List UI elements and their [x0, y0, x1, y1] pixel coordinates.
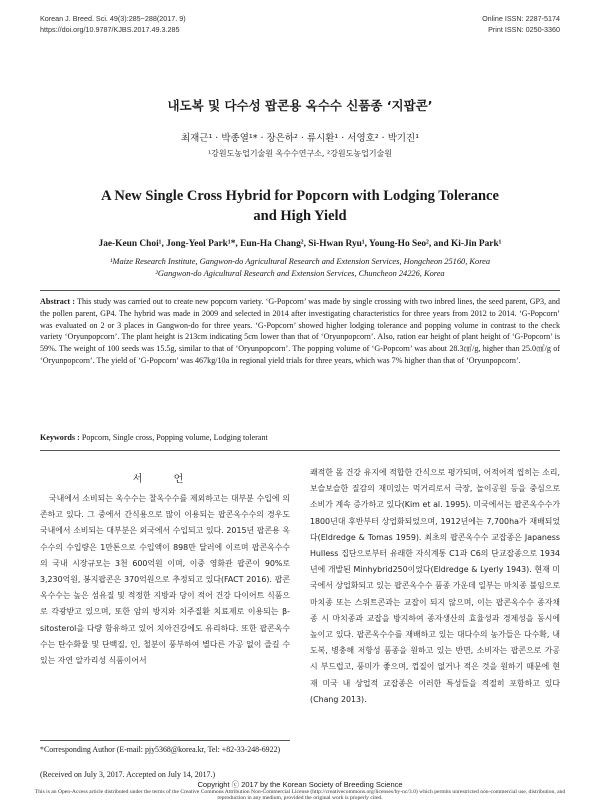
journal-header [40, 14, 186, 35]
corresponding-author-footnote: *Corresponding Author (E-mail: pjy5368@korea.kr, Tel: +82-33-248-6922) [40, 745, 281, 754]
license-notice: This is an Open-Access article distributed under the terms of the Creative Commons Attribution Non-Commercial License (http://creativecommons.org/licenses/by-nc/3.0) which permits unrestricted non-commercial use, distribution, and reproduction in any medium, provided the original work is properly cited. [34, 789, 566, 801]
keywords-label: Keywords : [40, 433, 80, 442]
print-issn: Print ISSN: 0250-3360 [488, 24, 560, 34]
body-column-right [310, 465, 560, 708]
online-issn: Online ISSN: 2287-5174 [482, 14, 560, 23]
body-paragraph: 쾌적한 몸 건강 유지에 적합한 간식으로 평가되며, 어적어적 씹히는 소리, 보슬보슬한 질감의 재미있는 먹거리로서 극장, 놀이공원 등을 중심으로 소비가 계속 증가하고 있다(Kim et al. 1995). 미국에서는 팝콘옥수수가 1800년대 후반부터 상업화되었으며, 1912년에는 7,700ha가 재배되었다(Eldredge & Tomas 1959). 최초의 팝콘옥수수 교잡종은 Japaness Hulless 집단으로부터 유래한 자식계통 C1과 C6의 단교잡종으로 1934년에 개발된 Minhybrid250이었다(Eldredge & Lyerly 1943). 현재 미국에서 상업화되고 있는 팝콘옥수수 품종 가운데 일부는 마치종 불임으로 마치종 또는 스위트콘과는 교잡이 되지 않으며, 이는 팝콘옥수수 종자채종 시 마치종과 교잡을 방지하여 종자생산의 효율성과 경제성을 동시에 높이고 있다. 팝콘옥수수를 재배하고 있는 대다수의 농가들은 다수확, 내도복, 병충해 저항성 품종을 원하고 있는 반면, 소비자는 팝콘으로 가공 시 부드럽고, 풍미가 좋으며, 껍질이 없거나 적은 것을 원하기 때문에 현재 미국 내 상업적 교잡종은 이러한 특성들을 적절히 포함하고 있다(Chang 2013). [310, 468, 560, 704]
issn-header [482, 14, 560, 35]
english-title-line1: A New Single Cross Hybrid for Popcorn with Lodging Tolerance [101, 188, 499, 204]
abstract [40, 296, 560, 367]
english-title-line2: and High Yield [253, 208, 347, 224]
received-date-footnote: (Received on July 3, 2017. Accepted on July 14, 2017.) [40, 770, 216, 779]
abstract-label: Abstract : [40, 297, 75, 306]
korean-title: 내도복 및 다수성 팝콘용 옥수수 신품종 ‘지팝콘’ [167, 98, 433, 113]
english-authors: Jae-Keun Choi¹, Jong-Yeol Park¹*, Eun-Ha Chang², Si-Hwan Ryu¹, Young-Ho Seo², and Ki-Jin Park¹ [98, 239, 502, 249]
keywords-text: Popcorn, Single cross, Popping volume, Lodging tolerant [81, 433, 268, 442]
section-heading-introduction: 서 언 [132, 474, 198, 485]
abstract-text: This study was carried out to create new popcorn variety. ‘G-Popcorn’ was made by single crossing with two inbred lines, the seed parent, GP3, and the pollen parent, GP4. The hybrid was made in 2009 and selected in 2014 after investigating characteristics for three years from 2012 to 2014. ‘G-Popcorn’ was evaluated on 2 or 3 places in Gangwon-do for three years. ‘G-Popcorn’ showed higher lodging tolerance and popping volume in contrast to the check variety ‘Oryunpopcorn’. The plant height is 213cm indicating 5cm lower than that of ‘Oryunpopcorn’. Also, ration ear height of plant height of ‘G-Popcorn’ is 59%. The weight of 100 seeds was 15.5g, similar to that of ‘Oryunpopcorn’. The popping volume of ‘G-Popcorn’ was about 28.3㎤/g, higher than 25.0㎤/g of ‘Oryunpopcorn’. The yield of ‘G-Popcorn’ was 467kg/10a in regional yield trials for three years, which was 7% higher than that of ‘Oryunpopcorn’. [40, 297, 560, 365]
korean-authors: 최재근¹ · 박종열¹* · 장은하² · 류시환¹ · 서영호² · 박기진¹ [180, 133, 420, 144]
keywords-bottom-rule [40, 450, 560, 451]
abstract-top-rule [40, 290, 560, 291]
body-paragraph: 국내에서 소비되는 옥수수는 찰옥수수를 제외하고는 대부분 수입에 의존하고 있다. 그 중에서 간식용으로 많이 이용되는 팝콘옥수수의 경우도 국내에서 소비되는 대부분은 외국에서 수입되고 있다. 2015년 팝콘용 옥수수의 수입량은 1만톤으로 수입액이 898만 달러에 이르며 팝콘옥수수의 국내 시장규모는 3천 600억원 이며, 이중 영화관 팝콘이 90%로 3,230억원, 봉지팝콘은 370억원으로 추정되고 있다(FACT 2016). 팝콘옥수수는 높은 섬유질 및 적정한 지방과 당이 적어 건강 다이어트 식품으로 각광받고 있으며, 또한 암의 방지와 치주질환 치료제로 이용되는 β-sitosterol을 다량 함유하고 있어 치아건강에도 유리하다. 또한 팝콘옥수수는 탄수화물 및 단백질, 인, 철분이 풍부하여 별다른 가공 없이 즐길 수 있는 자연 알카리성 식품이어서 [40, 494, 290, 666]
copyright-notice: Copyright ⓒ 2017 by the Korean Society of Breeding Science [197, 780, 403, 789]
english-affiliation-1: ¹Maize Research Institute, Gangwon-do Agricultural Research and Extension Services, Hongcheon 25160, Korea [109, 257, 491, 266]
korean-affiliation: ¹강원도농업기술원 옥수수연구소, ²강원도농업기술원 [207, 149, 393, 158]
english-title [40, 186, 560, 226]
english-affiliation-2: ²Gangwon-do Agicultural Research and Extension Services, Chuncheon 24226, Korea [155, 269, 445, 278]
body-column-left [40, 491, 290, 669]
footnote-rule [40, 740, 290, 741]
journal-citation: Korean J. Breed. Sci. 49(3):285~288(2017. 9) [40, 14, 186, 23]
doi-link[interactable]: https://doi.org/10.9787/KJBS.2017.49.3.285 [40, 24, 180, 34]
keywords [40, 433, 560, 442]
